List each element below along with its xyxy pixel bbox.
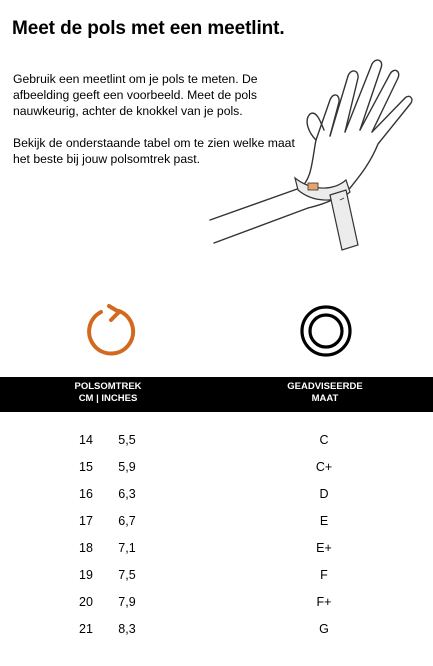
cell-cm: 14 <box>79 433 93 447</box>
cell-cm: 15 <box>79 460 93 474</box>
header-left-line2: CM | INCHES <box>78 393 138 404</box>
rotate-arrow-icon <box>79 303 137 366</box>
cell-inches: 7,9 <box>118 595 136 609</box>
cell-cm: 19 <box>79 568 93 582</box>
table-row <box>0 454 433 481</box>
table-row <box>0 562 433 589</box>
cell-cm: 21 <box>79 622 93 636</box>
cell-inches: 6,3 <box>118 487 136 501</box>
cell-size: C <box>319 433 329 447</box>
cell-cm: 17 <box>79 514 93 528</box>
table-hint-paragraph: Bekijk de onderstaande tabel om te zien welke maat het beste bij jouw polsomtrek past. <box>13 136 295 166</box>
cell-size: F+ <box>316 595 332 609</box>
ring-icon <box>298 303 354 364</box>
table-row <box>0 481 433 508</box>
cell-size: D <box>319 487 329 501</box>
page-title: Meet de pols met een meetlint. <box>12 18 285 39</box>
table-row <box>0 616 433 643</box>
cell-inches: 7,1 <box>118 541 136 555</box>
cell-cm: 16 <box>79 487 93 501</box>
cell-cm: 18 <box>79 541 93 555</box>
hand-measuring-illustration <box>200 40 425 265</box>
header-left-line1: POLSOMTREK <box>74 381 142 392</box>
table-row <box>0 508 433 535</box>
header-right-line2: MAAT <box>311 393 339 404</box>
size-table-header <box>0 377 433 412</box>
cell-size: C+ <box>315 460 333 474</box>
instruction-paragraph: Gebruik een meetlint om je pols te meten. De afbeelding geeft een voorbeeld. Meet de pols nauwkeurig, achter de knokkel van je pols. <box>13 72 258 118</box>
cell-inches: 5,9 <box>118 460 136 474</box>
header-recommended-size <box>265 381 385 405</box>
cell-inches: 7,5 <box>118 568 136 582</box>
cell-cm: 20 <box>79 595 93 609</box>
size-table-body <box>0 427 433 643</box>
cell-size: E <box>319 514 329 528</box>
header-right-line1: GEADVISEERDE <box>287 381 363 392</box>
cell-inches: 5,5 <box>118 433 136 447</box>
cell-inches: 8,3 <box>118 622 136 636</box>
table-row <box>0 535 433 562</box>
cell-size: G <box>319 622 329 636</box>
cell-size: F <box>320 568 328 582</box>
table-row <box>0 589 433 616</box>
header-wrist-circumference <box>48 381 168 405</box>
cell-size: E+ <box>316 541 332 555</box>
table-row <box>0 427 433 454</box>
cell-inches: 6,7 <box>118 514 136 528</box>
